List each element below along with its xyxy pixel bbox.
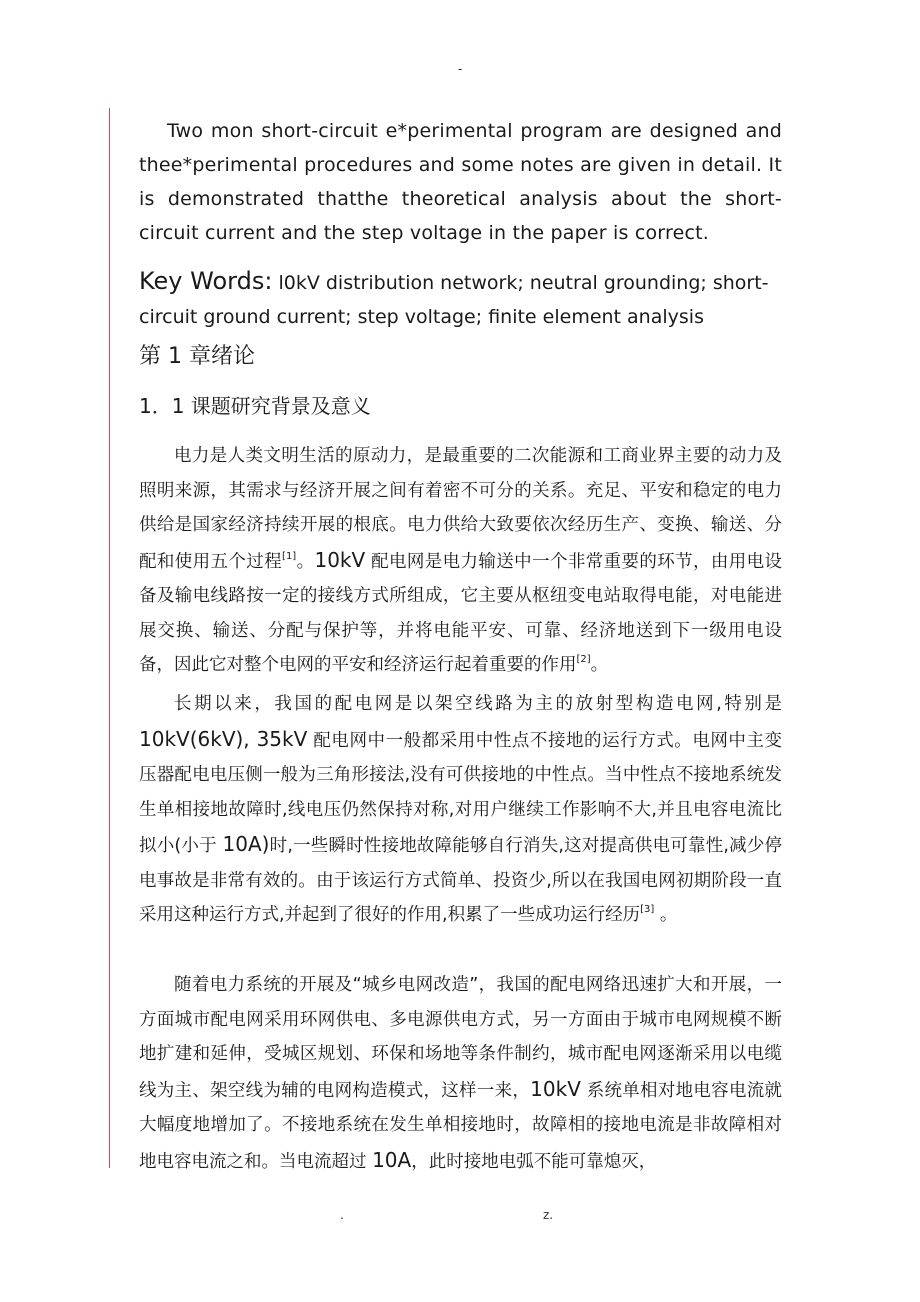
citation-2: [2]: [576, 654, 591, 665]
citation-1: [1]: [282, 550, 297, 562]
chapter-heading: 第 1 章绪论: [139, 344, 255, 369]
citation-3: [3]: [640, 904, 655, 915]
section-heading: 1．1 课题研究背景及意义: [139, 394, 371, 418]
body-paragraph-3: 随着电力系统的开展及“城乡电网改造”，我国的配电网络迅速扩大和开展，一方面城市配电网采用环网供电、多电源供电方式，另一方面由于城市电网规模不断地扩建和延伸，受城区规划、环保和场地等条件制约，城市配电网逐渐采用以电缆线为主、架空线为辅的电网构造模式，这样一来，10kV 系统单相对地电容电流就大幅度地增加了。不接地系统在发生单相接地时，故障相的接地电流是非故障相对地电容电流之和。当电流超过 10A，此时接地电弧不能可靠熄灭，: [139, 975, 783, 1172]
body-paragraph-1: 电力是人类文明生活的原动力，是最重要的二次能源和工商业界主要的动力及照明来源，其需求与经济开展之间有着密不可分的关系。充足、平安和稳定的电力供给是国家经济持续开展的根底。电力供给大致要依次经历生产、变换、输送、分配和使用五个过程[1]。10kV 配电网是电力输送中一个非常重要的环节，由用电设备及输电线路按一定的接线方式所组成，它主要从枢纽变电站取得电能，对电能进展交换、输送、分配与保护等，并将电能平安、可靠、经济地送到下一级用电设备，因此它对整个电网的平安和经济运行起着重要的作用[2]。: [139, 446, 783, 675]
abstract-paragraph: Two mon short-circuit e*perimental program are designed and thee*perimental procedures and some notes are given in detail. It is demonstrated thatthe theoretical analysis about the short-circuit current and the step voltage in the paper is correct.: [139, 120, 782, 244]
keywords: [139, 264, 782, 334]
footer-left-mark: .: [340, 1208, 344, 1222]
footer-right-mark: z.: [543, 1208, 554, 1222]
margin-line: [109, 108, 110, 1168]
keywords-label: Key Words:: [139, 267, 273, 295]
body-paragraph-2: 长期以来，我国的配电网是以架空线路为主的放射型构造电网,特别是10kV(6kV), 35kV 配电网中一般都采用中性点不接地的运行方式。电网中主变压器配电电压侧一般为三角形接法,没有可供接地的中性点。当中性点不接地系统发生单相接地故障时,线电压仍然保持对称,对用户继续工作影响不大,并且电容电流比拟小(小于 10A)时,一些瞬时性接地故障能够自行消失,这对提高供电可靠性,减少停电事故是非常有效的。由于该运行方式简单、投资少,所以在我国电网初期阶段一直采用这种运行方式,并起到了很好的作用,积累了一些成功运行经历[3] 。: [139, 694, 783, 925]
header-mark: -: [458, 62, 463, 76]
keywords-text: l0kV distribution network; neutral grounding; short-circuit ground current; step voltage; finite element analysis: [139, 272, 769, 328]
